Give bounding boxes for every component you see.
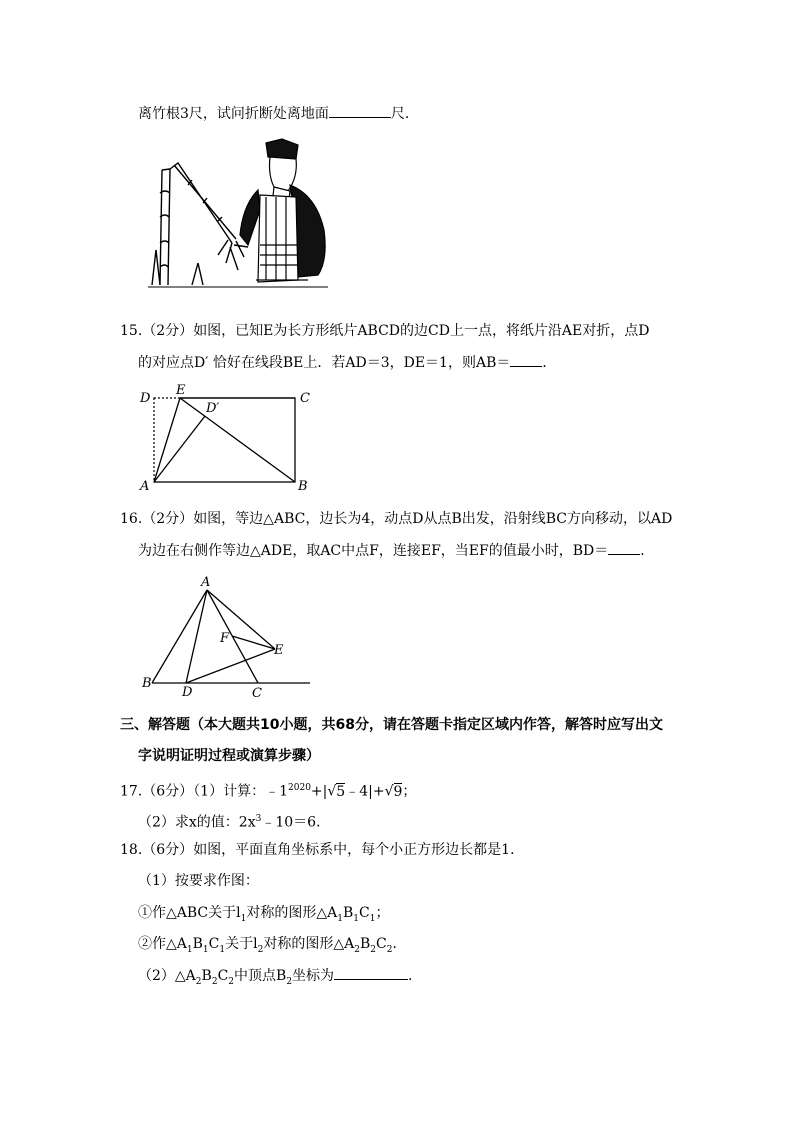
q18-part2 (138, 965, 422, 992)
q18-line1 (120, 840, 524, 860)
q18-s2-a: ②作△A (138, 936, 187, 952)
q17-part1-c: ﹣4|+ (345, 783, 385, 800)
q18-p2-end: ． (408, 968, 423, 984)
label-B: B (298, 479, 308, 494)
segment-EB (180, 398, 295, 482)
q14-tail-text: 离竹根3尺，试问折断处离地面 (138, 106, 329, 122)
q15-text-line1: 如图，已知E为长方形纸片ABCD的边CD上一点，将纸片沿AE对折，点D (193, 323, 650, 339)
q17-number: 17. (120, 783, 143, 800)
sqrt-icon: √ (327, 783, 337, 800)
q15-rectangle-figure (130, 384, 320, 494)
q18-s2-sub3: 1 (219, 944, 226, 955)
q18-s1-sub3: 1 (353, 913, 360, 924)
q18-p2-sub1: 2 (195, 976, 202, 987)
q18-s2-e: 对称的图形△A (263, 936, 355, 952)
segment-AD (186, 590, 207, 683)
q18-s2-sub2: 1 (202, 944, 209, 955)
q17-radicand2: 9 (393, 783, 403, 800)
q18-s2-sub1: 1 (186, 944, 193, 955)
q18-step1 (138, 903, 389, 929)
section3-heading-line1: 三、解答题（本大题共10小题，共68分，请在答题卡指定区域内作答，解答时应写出文 (120, 717, 663, 733)
q17-part2-exponent: 3 (255, 814, 262, 824)
q16-line1 (120, 509, 672, 529)
label-D: D (182, 685, 193, 700)
q18-s2-sub6: 2 (370, 944, 376, 955)
sqrt-icon: √ (384, 783, 394, 800)
q17-part1-a: （1）计算：﹣1 (193, 783, 289, 800)
q18-s1-a: ①作△ABC关于l (138, 905, 241, 921)
section3-heading-line2: 字说明证明过程或演算步骤） (138, 748, 320, 764)
q18-s2-f: B (359, 936, 371, 952)
segment-AB (152, 590, 207, 683)
label-C: C (252, 686, 262, 701)
q18-part1: （1）按要求作图： (138, 873, 259, 889)
q18-number: 18. (120, 842, 143, 858)
q18-s1-d: C (359, 905, 370, 921)
q18-p2-sub3: 2 (228, 976, 235, 987)
q16-answer-blank[interactable] (608, 540, 640, 555)
q16-text-line2: 为边在右侧作等边△ADE，取AC中点F，连接EF，当EF的值最小时，BD＝ (138, 543, 609, 559)
rect-outline (154, 398, 295, 482)
q18-text-line1: 如图，平面直角坐标系中，每个小正方形边长都是1． (193, 842, 525, 858)
q16-text-line1: 如图，等边△ABC，边长为4，动点D从点B出发，沿射线BC方向移动，以AD (193, 511, 673, 527)
q18-s2-b: B (192, 936, 203, 952)
q15-line2-end: ． (542, 355, 557, 371)
q14-text (138, 103, 409, 124)
q17-radicand1: 5 (336, 783, 346, 800)
label-D: D (140, 391, 151, 406)
q18-p2-e: 坐标为 (292, 968, 335, 984)
q15-answer-blank[interactable] (510, 352, 542, 367)
q18-score: （6分） (142, 842, 194, 858)
q18-s2-d: 关于l (225, 936, 258, 952)
label-B: B (142, 676, 152, 691)
q18-s1-sub2: 1 (337, 913, 343, 924)
q18-s1-sub4: 1 (369, 913, 376, 924)
q18-p2-sub4: 2 (286, 976, 293, 987)
q18-p2-a: （2）△A (138, 968, 196, 984)
q17-part2-a: （2）求x的值：2x (138, 814, 256, 831)
q17-part1-d: ； (402, 783, 417, 800)
q18-s2-h: ． (392, 936, 407, 952)
q15-line1 (120, 321, 650, 341)
q18-s1-sub1: 1 (240, 913, 247, 924)
q18-step2 (138, 934, 406, 960)
q17-score: （6分） (142, 783, 194, 800)
label-A: A (140, 479, 150, 494)
q18-p2-sub2: 2 (211, 976, 218, 987)
segment-ADprime (154, 416, 205, 482)
q18-p2-c: C (217, 968, 229, 984)
q17-part2-b: ﹣10＝6． (261, 814, 331, 831)
q14-unit: 尺. (390, 106, 410, 122)
q18-s2-sub4: 2 (257, 944, 264, 955)
label-E: E (176, 384, 186, 398)
q16-number: 16. (120, 511, 143, 527)
q18-s2-sub7: 2 (386, 944, 393, 955)
bamboo-scholar-illustration (148, 135, 330, 295)
label-E: E (274, 643, 284, 658)
label-F: F (220, 631, 230, 646)
q18-s1-e: ； (375, 905, 390, 921)
q16-line2-end: ． (640, 543, 655, 559)
q18-answer-blank[interactable] (334, 965, 408, 980)
q15-number: 15. (120, 323, 143, 339)
q16-score: （2分） (142, 511, 194, 527)
q18-p2-b: B (201, 968, 212, 984)
q16-triangle-figure (130, 572, 320, 702)
q16-line2 (138, 540, 654, 561)
label-C: C (300, 391, 310, 406)
q14-answer-blank[interactable] (329, 103, 391, 118)
segment-DE (186, 649, 275, 683)
q18-p2-d: 中顶点B (234, 968, 287, 984)
q18-s2-g: C (375, 936, 387, 952)
segment-AE (207, 590, 275, 649)
q15-line2 (138, 352, 556, 373)
q17-line2 (138, 809, 330, 833)
label-D-prime: D′ (206, 401, 220, 416)
q18-s2-c: C (208, 936, 220, 952)
q18-s1-b: 对称的图形△A (246, 905, 338, 921)
q15-score: （2分） (142, 323, 194, 339)
q15-text-line2: 的对应点D′ 恰好在线段BE上．若AD＝3，DE＝1，则AB＝ (138, 355, 511, 371)
q18-s1-c: B (342, 905, 354, 921)
q17-exponent: 2020 (288, 783, 311, 793)
segment-AE (154, 398, 180, 482)
q17-part1-b: +| (310, 783, 328, 800)
q17-line1 (120, 778, 416, 802)
label-A: A (201, 575, 211, 590)
q18-s2-sub5: 2 (354, 944, 360, 955)
